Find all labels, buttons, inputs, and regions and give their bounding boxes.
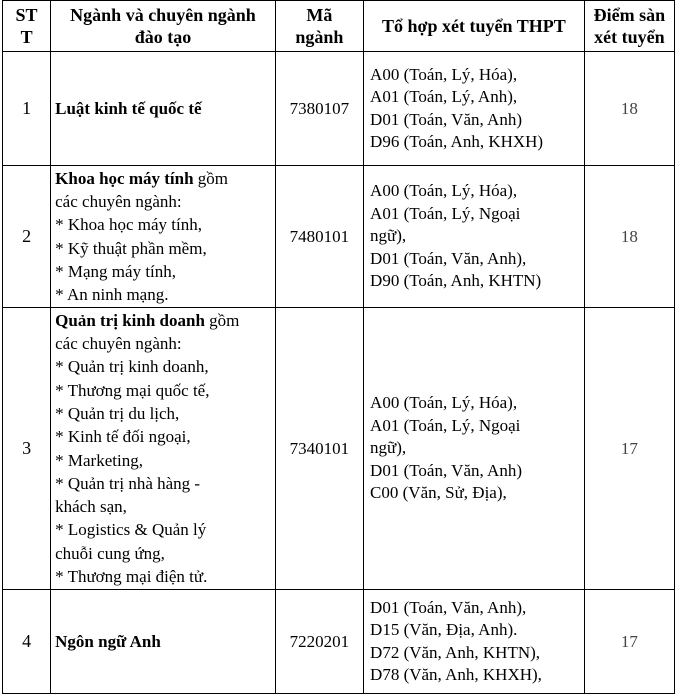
major-cell	[51, 590, 276, 694]
score-cell: 18	[584, 166, 674, 308]
code-cell: 7380107	[275, 52, 363, 166]
major-name: Quản trị kinh doanh	[55, 310, 205, 330]
major-cell	[51, 52, 276, 166]
stt-cell: 2	[3, 166, 51, 308]
header-code: Mã ngành	[275, 1, 363, 52]
major-name: Khoa học máy tính	[55, 168, 194, 188]
table-row	[3, 166, 675, 308]
header-combo: Tổ hợp xét tuyển THPT	[364, 1, 585, 52]
combo-cell: A00 (Toán, Lý, Hóa), A01 (Toán, Lý, Ngoại ngữ), D01 (Toán, Văn, Anh), D90 (Toán, Anh, KHTN)	[364, 166, 585, 308]
header-major: Ngành và chuyên ngành đào tạo	[51, 1, 276, 52]
major-name: Ngôn ngữ Anh	[55, 631, 161, 651]
table-row	[3, 308, 675, 590]
table-row	[3, 52, 675, 166]
stt-cell: 4	[3, 590, 51, 694]
major-name: Luật kinh tế quốc tế	[55, 98, 202, 118]
stt-cell: 3	[3, 308, 51, 590]
table-row	[3, 590, 675, 694]
combo-cell: A00 (Toán, Lý, Hóa), A01 (Toán, Lý, Ngoại ngữ), D01 (Toán, Văn, Anh) C00 (Văn, Sử, Địa),	[364, 308, 585, 590]
score-cell: 17	[584, 590, 674, 694]
code-cell: 7480101	[275, 166, 363, 308]
stt-cell: 1	[3, 52, 51, 166]
header-score: Điểm sàn xét tuyển	[584, 1, 674, 52]
score-cell: 18	[584, 52, 674, 166]
combo-cell: A00 (Toán, Lý, Hóa), A01 (Toán, Lý, Anh), D01 (Toán, Văn, Anh) D96 (Toán, Anh, KHXH)	[364, 52, 585, 166]
header-stt: ST T	[3, 1, 51, 52]
code-cell: 7220201	[275, 590, 363, 694]
code-cell: 7340101	[275, 308, 363, 590]
combo-cell: D01 (Toán, Văn, Anh), D15 (Văn, Địa, Anh). D72 (Văn, Anh, KHTN), D78 (Văn, Anh, KHXH),	[364, 590, 585, 694]
header-row	[3, 1, 675, 52]
admission-table	[2, 0, 675, 694]
major-cell: Quản trị kinh doanh gồm các chuyên ngành: * Quản trị kinh doanh, * Thương mại quốc tế, * Quản trị du lịch, * Kinh tế đối ngoại, * Marketing, * Quản trị nhà hàng - khách sạn, * Logistics & Quản lý chuỗi cung ứng, * Thương mại điện tử.	[51, 308, 276, 590]
major-cell: Khoa học máy tính gồm các chuyên ngành: * Khoa học máy tính, * Kỹ thuật phần mềm, * Mạng máy tính, * An ninh mạng.	[51, 166, 276, 308]
score-cell: 17	[584, 308, 674, 590]
